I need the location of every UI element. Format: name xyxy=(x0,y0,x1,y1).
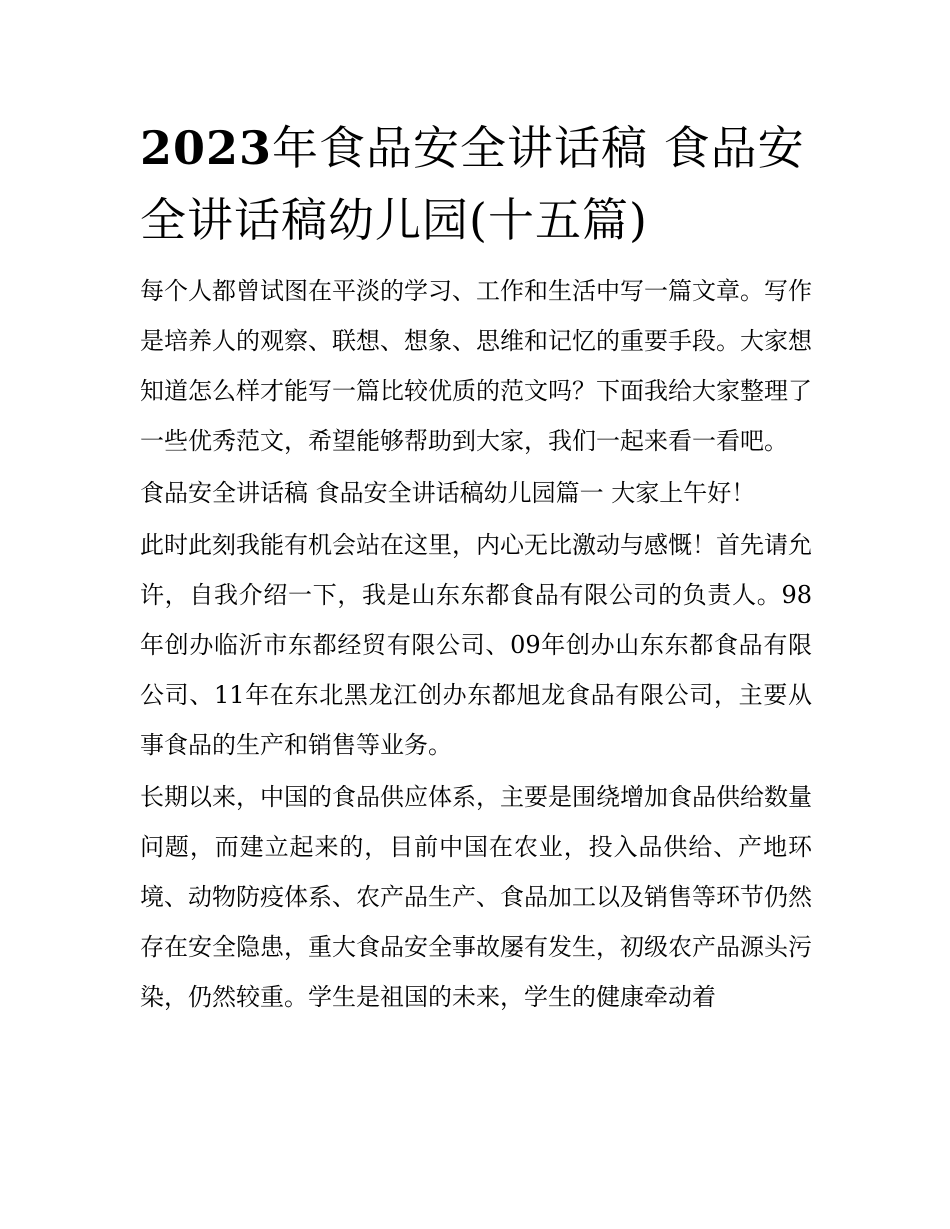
paragraph-food-supply: 长期以来，中国的食品供应体系，主要是围绕增加食品供给数量问题，而建立起来的，目前中国在农业，投入品供给、产地环境、动物防疫体系、农产品生产、食品加工以及销售等环节仍然存在安全隐患，重大食品安全事故屡有发生，初级农产品源头污染，仍然较重。学生是祖国的未来，学生的健康牵动着 xyxy=(140,783,812,1011)
paragraph-greeting: 食品安全讲话稿 食品安全讲话稿幼儿园篇一 大家上午好！ xyxy=(140,479,756,507)
title-text: 年食品安全讲话稿 食品安全讲话稿幼儿园(十五篇) xyxy=(140,121,805,247)
title-year: 2023 xyxy=(140,121,273,175)
document-title xyxy=(140,112,812,256)
paragraph-introduction: 此时此刻我能有机会站在这里，内心无比激动与感慨！首先请允许，自我介绍一下，我是山东东都食品有限公司的负责人。98年创办临沂市东都经贸有限公司、09年创办山东东都食品有限公司、11年在东北黑龙江创办东都旭龙食品有限公司，主要从事食品的生产和销售等业务。 xyxy=(140,531,812,759)
paragraph-intro: 每个人都曾试图在平淡的学习、工作和生活中写一篇文章。写作是培养人的观察、联想、想象、思维和记忆的重要手段。大家想知道怎么样才能写一篇比较优质的范文吗？下面我给大家整理了一些优秀范文，希望能够帮助到大家，我们一起来看一看吧。 xyxy=(140,277,812,455)
document-body xyxy=(140,112,812,1024)
